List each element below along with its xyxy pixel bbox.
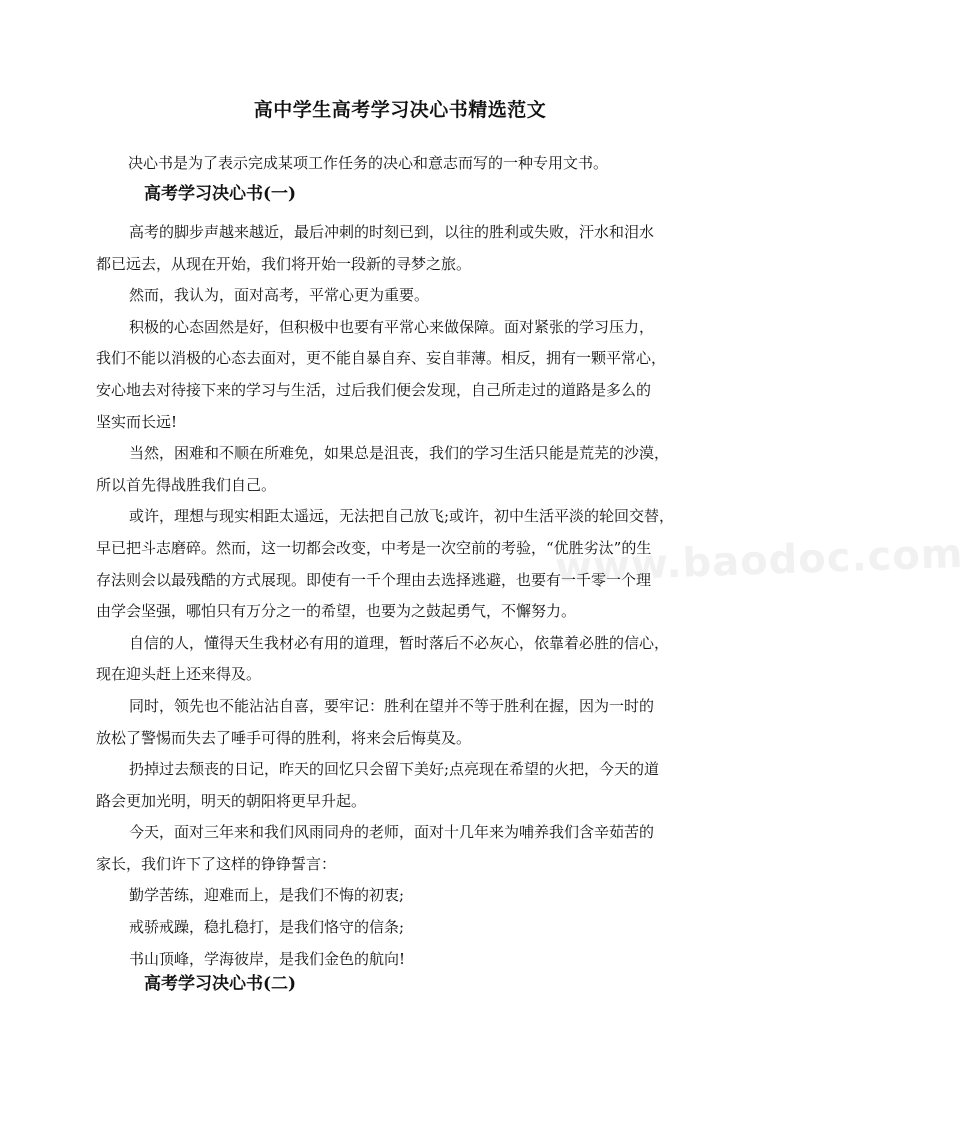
paragraph-line: 所以首先得战胜我们自己。 (96, 475, 277, 494)
section-heading-1: 高考学习决心书(一) (144, 184, 297, 204)
paragraph-line: 扔掉过去颓丧的日记，昨天的回忆只会留下美好;点亮现在希望的火把，今天的道 (129, 760, 660, 779)
paragraph-line: 家长，我们许下了这样的铮铮誓言： (96, 854, 337, 873)
paragraph-line: 积极的心态固然是好，但积极中也要有平常心来做保障。面对紧张的学习压力， (129, 317, 655, 336)
paragraph-line: 我们不能以消极的心态去面对，更不能自暴自弃、妄自菲薄。相反，拥有一颗平常心， (96, 349, 667, 368)
paragraph-line: 高考的脚步声越来越近，最后冲刺的时刻已到，以往的胜利或失败，汗水和泪水 (129, 223, 655, 241)
paragraph-line: 今天，面对三年来和我们风雨同舟的老师，面对十几年来为哺养我们含辛茹苦的 (129, 823, 655, 842)
paragraph-line: 书山顶峰，学海彼岸，是我们金色的航向! (129, 949, 406, 968)
section-heading-2: 高考学习决心书(二) (144, 974, 297, 994)
body-paragraph (96, 912, 716, 944)
paragraph-line: 当然，困难和不顺在所难免，如果总是沮丧，我们的学习生活只能是荒芜的沙漠， (129, 444, 670, 463)
body-paragraph (96, 312, 716, 438)
paragraph-line: 路会更加光明，明天的朝阳将更早升起。 (96, 791, 367, 810)
body-paragraph (96, 501, 716, 627)
body-paragraph (96, 691, 716, 754)
paragraph-line: 都已远去，从现在开始，我们将开始一段新的寻梦之旅。 (96, 254, 472, 273)
section-1-body (96, 217, 716, 975)
paragraph-line: 同时，领先也不能沾沾自喜，要牢记：胜利在望并不等于胜利在握，因为一时的 (129, 696, 655, 715)
paragraph-line: 戒骄戒躁，稳扎稳打，是我们恪守的信条; (129, 918, 405, 937)
body-paragraph (96, 628, 716, 691)
paragraph-line: 安心地去对待接下来的学习与生活，过后我们便会发现，自己所走过的道路是多么的 (96, 380, 652, 399)
body-paragraph (96, 880, 716, 912)
paragraph-line: 坚实而长远! (96, 412, 178, 431)
body-paragraph (96, 438, 716, 501)
document-title: 高中学生高考学习决心书精选范文 (253, 99, 547, 121)
paragraph-line: 由学会坚强，哪怕只有万分之一的希望，也要为之鼓起勇气，不懈努力。 (96, 602, 577, 621)
paragraph-line: 勤学苦练，迎难而上，是我们不悔的初衷; (129, 886, 405, 905)
intro-paragraph: 决心书是为了表示完成某项工作任务的决心和意志而写的一种专用文书。 (128, 154, 609, 172)
paragraph-line: 然而，我认为，面对高考，平常心更为重要。 (129, 286, 430, 305)
paragraph-line: 放松了警惕而失去了唾手可得的胜利，将来会后悔莫及。 (96, 728, 472, 747)
body-paragraph (96, 754, 716, 817)
body-paragraph (96, 217, 716, 280)
paragraph-line: 早已把斗志磨碎。然而，这一切都会改变，中考是一次空前的考验，“优胜劣汰”的生 (96, 538, 652, 557)
paragraph-line: 存法则会以最残酷的方式展现。即使有一千个理由去选择逃避，也要有一千零一个理 (96, 570, 652, 589)
paragraph-line: 自信的人，懂得天生我材必有用的道理，暂时落后不必灰心，依靠着必胜的信心， (129, 633, 670, 652)
body-paragraph (96, 817, 716, 880)
body-paragraph (96, 280, 716, 312)
paragraph-line: 现在迎头赶上还来得及。 (96, 665, 262, 684)
watermark: www.baodoc.com (554, 530, 964, 592)
paragraph-line: 或许，理想与现实相距太遥远，无法把自己放飞;或许，初中生活平淡的轮回交替， (129, 507, 675, 526)
